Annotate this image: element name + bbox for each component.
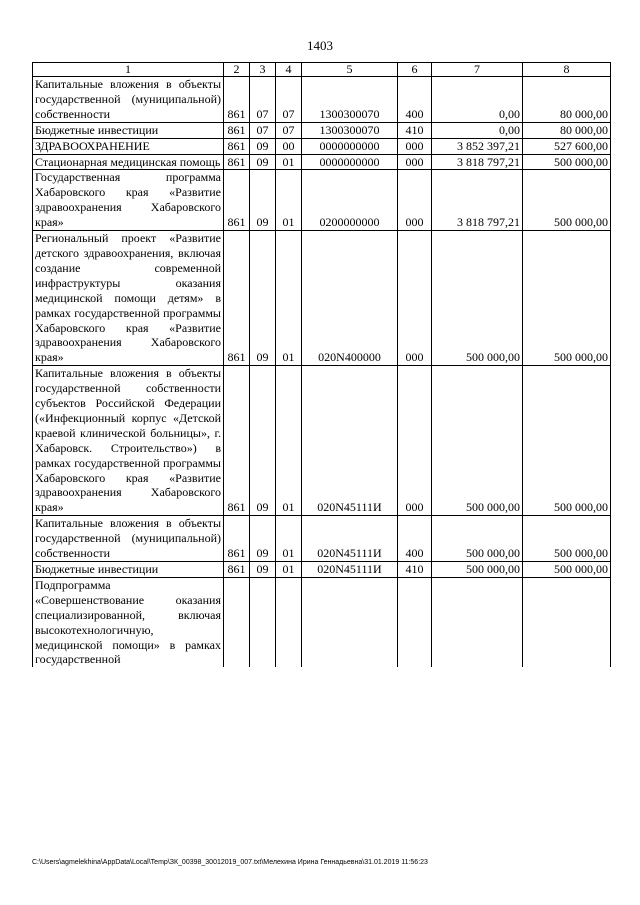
code-admin-cell: 861 xyxy=(224,77,250,123)
item-name-line: (муниципальной) xyxy=(131,91,221,106)
item-name-line: государственной программы xyxy=(74,455,221,470)
item-name-line: Бюджетные инвестиции xyxy=(35,122,159,137)
code-section-cell: 09 xyxy=(250,516,276,562)
amount-col8-cell: 527 600,00 xyxy=(523,138,611,154)
amount-col8-cell: 500 000,00 xyxy=(523,562,611,578)
code-subsection-cell: 01 xyxy=(276,170,302,231)
code-section-cell: 09 xyxy=(250,138,276,154)
table-row xyxy=(33,170,611,231)
amount-col8-cell: 500 000,00 xyxy=(523,154,611,170)
table-row xyxy=(33,154,611,170)
amount-col7-cell: 0,00 xyxy=(432,77,523,123)
item-name-cell xyxy=(33,562,224,578)
item-name-line: Региональный проект xyxy=(35,231,157,246)
amount-col7-cell: 500 000,00 xyxy=(432,562,523,578)
item-name-line: высокотехнологичную, xyxy=(35,622,154,637)
item-name-line: Подпрограмма xyxy=(35,577,111,592)
table-row xyxy=(33,138,611,154)
amount-col8-cell: 500 000,00 xyxy=(523,170,611,231)
amount-col7-cell xyxy=(432,577,523,667)
code-subsection-cell: 01 xyxy=(276,154,302,170)
code-expense-type-cell: 000 xyxy=(398,170,432,231)
page-number: 1403 xyxy=(307,38,333,53)
code-admin-cell: 861 xyxy=(224,154,250,170)
code-admin-cell: 861 xyxy=(224,562,250,578)
item-name-line: рамках государственной xyxy=(35,637,222,667)
item-name-line: Капитальные вложения в xyxy=(35,516,172,531)
code-subsection-cell: 01 xyxy=(276,231,302,366)
amount-col7-cell: 500 000,00 xyxy=(432,231,523,366)
header-cell: 5 xyxy=(302,63,398,77)
item-name-line: Бюджетные инвестиции xyxy=(35,562,159,576)
amount-col7-cell: 3 818 797,21 xyxy=(432,154,523,170)
item-name-cell xyxy=(33,122,224,138)
code-target-cell: 020N400000 xyxy=(302,231,398,366)
code-admin-cell xyxy=(224,577,250,667)
header-cell: 8 xyxy=(523,63,611,77)
amount-col8-cell: 80 000,00 xyxy=(523,122,611,138)
amount-col7-cell: 500 000,00 xyxy=(432,366,523,516)
item-name-line: в рамках государственной xyxy=(35,290,221,320)
table-row xyxy=(33,577,611,667)
amount-col8-cell: 500 000,00 xyxy=(523,516,611,562)
code-target-cell: 1300300070 xyxy=(302,77,398,123)
table-body xyxy=(33,77,611,668)
header-cell: 3 xyxy=(250,63,276,77)
code-expense-type-cell: 400 xyxy=(398,77,432,123)
header-cell: 7 xyxy=(432,63,523,77)
item-name-line: специализированной, включая xyxy=(35,607,221,622)
item-name-line: ЗДРАВООХРАНЕНИЕ xyxy=(35,138,150,153)
item-name-line: собственности xyxy=(35,106,111,121)
item-name-line: создание современной xyxy=(35,260,221,275)
code-subsection-cell: 01 xyxy=(276,366,302,516)
table-row xyxy=(33,366,611,516)
item-name-line: здравоохранения xyxy=(35,335,122,350)
code-subsection-cell xyxy=(276,577,302,667)
code-subsection-cell: 01 xyxy=(276,516,302,562)
item-name-line: Стационарная медицинская xyxy=(35,154,177,169)
item-name-line: собственности субъектов xyxy=(35,381,221,411)
item-name-line: г. Хабаровск. xyxy=(35,425,222,455)
table-header-row xyxy=(33,63,611,77)
code-subsection-cell: 01 xyxy=(276,562,302,578)
item-name-line: объекты государственной xyxy=(35,366,222,396)
code-expense-type-cell: 000 xyxy=(398,154,432,170)
item-name-line: оказания xyxy=(175,592,221,607)
header-cell: 2 xyxy=(224,63,250,77)
item-name-line: Хабаровского края» xyxy=(35,200,221,230)
code-subsection-cell: 00 xyxy=(276,138,302,154)
code-target-cell: 0000000000 xyxy=(302,154,398,170)
table-row xyxy=(33,231,611,366)
item-name-cell xyxy=(33,77,224,123)
item-name-line: «Совершенствование xyxy=(35,592,145,607)
item-name-line: собственности xyxy=(35,546,111,561)
amount-col8-cell: 500 000,00 xyxy=(523,366,611,516)
code-expense-type-cell: 410 xyxy=(398,122,432,138)
item-name-line: объекты государственной xyxy=(35,77,222,106)
header-cell: 4 xyxy=(276,63,302,77)
item-name-line: клинической больницы», xyxy=(80,425,210,440)
code-admin-cell: 861 xyxy=(224,122,250,138)
code-target-cell: 020N45111И xyxy=(302,366,398,516)
code-admin-cell: 861 xyxy=(224,516,250,562)
amount-col8-cell: 80 000,00 xyxy=(523,77,611,123)
budget-table xyxy=(32,62,611,667)
code-section-cell: 07 xyxy=(250,122,276,138)
amount-col8-cell: 500 000,00 xyxy=(523,231,611,366)
item-name-line: Хабаровского края» xyxy=(35,335,221,365)
table-row xyxy=(33,516,611,562)
item-name-line: программы Хабаровского xyxy=(35,305,221,335)
code-admin-cell: 861 xyxy=(224,366,250,516)
code-expense-type-cell: 400 xyxy=(398,516,432,562)
header-cell: 1 xyxy=(33,63,224,77)
item-name-line: Капитальные вложения в xyxy=(35,366,172,381)
code-subsection-cell: 07 xyxy=(276,122,302,138)
code-target-cell: 0000000000 xyxy=(302,138,398,154)
item-name-cell xyxy=(33,231,224,366)
item-name-line: «Детской краевой xyxy=(35,410,221,440)
item-name-line: Капитальные вложения в xyxy=(35,77,172,91)
item-name-line: («Инфекционный корпус xyxy=(35,410,167,425)
code-expense-type-cell xyxy=(398,577,432,667)
file-path-footer: C:\Users\agmelekhina\AppData\Local\Temp\ЗК_00398_30012019_007.txt\Мелехина Ирина Геннадьевна\31.01.2019 11:56:23 xyxy=(32,859,428,866)
item-name-line: инфраструктуры оказания xyxy=(35,275,221,290)
code-section-cell: 09 xyxy=(250,231,276,366)
code-target-cell: 1300300070 xyxy=(302,122,398,138)
item-name-cell xyxy=(33,170,224,231)
item-name-line: «Развитие детского xyxy=(35,231,222,260)
code-admin-cell: 861 xyxy=(224,138,250,154)
table-row xyxy=(33,562,611,578)
table-row xyxy=(33,122,611,138)
amount-col7-cell: 500 000,00 xyxy=(432,516,523,562)
code-section-cell: 09 xyxy=(250,562,276,578)
item-name-line: медицинской помощи детям» xyxy=(35,290,204,305)
code-target-cell xyxy=(302,577,398,667)
code-section-cell: 09 xyxy=(250,170,276,231)
amount-col8-cell xyxy=(523,577,611,667)
item-name-line: Хабаровского края» xyxy=(35,485,221,515)
item-name-line: здравоохранения xyxy=(35,200,122,215)
code-expense-type-cell: 000 xyxy=(398,231,432,366)
code-section-cell xyxy=(250,577,276,667)
code-section-cell: 09 xyxy=(250,154,276,170)
item-name-line: здравоохранения, включая xyxy=(83,245,221,260)
code-expense-type-cell: 410 xyxy=(398,562,432,578)
code-target-cell: 020N45111И xyxy=(302,562,398,578)
item-name-cell xyxy=(33,154,224,170)
item-name-cell xyxy=(33,516,224,562)
item-name-line: здравоохранения xyxy=(35,485,122,500)
item-name-line: Государственная программа xyxy=(35,170,221,185)
item-name-line: Хабаровского края «Развитие xyxy=(35,185,221,200)
code-section-cell: 07 xyxy=(250,77,276,123)
item-name-line: помощь xyxy=(179,154,221,169)
code-target-cell: 0200000000 xyxy=(302,170,398,231)
item-name-line: объекты государственной xyxy=(35,516,222,546)
code-subsection-cell: 07 xyxy=(276,77,302,123)
item-name-line: Строительство») в рамках xyxy=(35,440,221,470)
amount-col7-cell: 3 852 397,21 xyxy=(432,138,523,154)
code-expense-type-cell: 000 xyxy=(398,366,432,516)
code-admin-cell: 861 xyxy=(224,170,250,231)
item-name-line: Хабаровского края «Развитие xyxy=(35,470,221,485)
item-name-cell xyxy=(33,577,224,667)
code-admin-cell: 861 xyxy=(224,231,250,366)
item-name-line: медицинской помощи» в xyxy=(35,637,176,652)
item-name-line: (муниципальной) xyxy=(131,531,221,546)
amount-col7-cell: 3 818 797,21 xyxy=(432,170,523,231)
item-name-line: Российской Федерации xyxy=(95,396,221,411)
header-cell: 6 xyxy=(398,63,432,77)
table-row xyxy=(33,77,611,123)
item-name-cell xyxy=(33,138,224,154)
code-target-cell: 020N45111И xyxy=(302,516,398,562)
item-name-cell xyxy=(33,366,224,516)
code-expense-type-cell: 000 xyxy=(398,138,432,154)
code-section-cell: 09 xyxy=(250,366,276,516)
item-name-line: края «Развитие xyxy=(125,320,222,335)
amount-col7-cell: 0,00 xyxy=(432,122,523,138)
